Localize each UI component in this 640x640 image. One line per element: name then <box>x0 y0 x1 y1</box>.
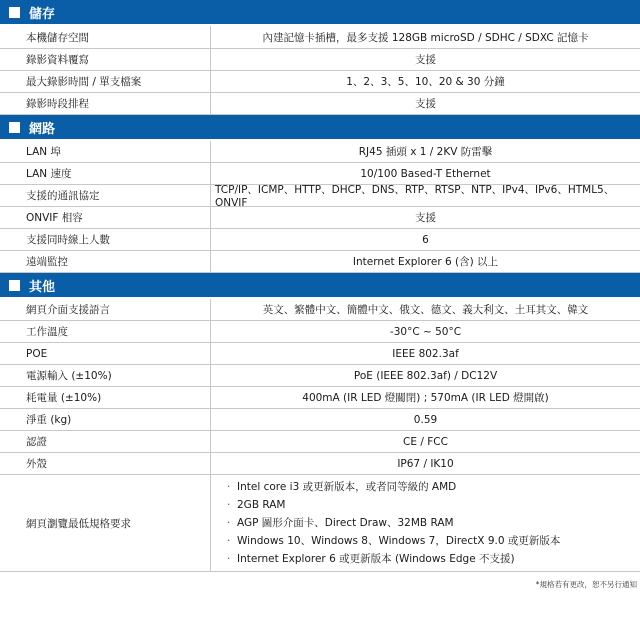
section-header-network <box>0 115 640 139</box>
spec-label: 電源輸入 (±10%) <box>0 365 211 386</box>
spec-label: ONVIF 相容 <box>0 207 211 228</box>
spec-row <box>0 207 640 229</box>
spec-label: 本機儲存空間 <box>0 26 211 48</box>
spec-value <box>211 475 640 571</box>
square-bullet-icon <box>9 280 20 291</box>
spec-label: 遠端監控 <box>0 251 211 272</box>
spec-label: 外殼 <box>0 453 211 474</box>
spec-value: 0.59 <box>413 413 438 426</box>
section-title: 儲存 <box>29 6 56 22</box>
spec-row <box>0 453 640 475</box>
list-item: · Intel core i3 或更新版本，或者同等級的 AMD <box>227 478 560 496</box>
spec-row <box>0 251 640 273</box>
spec-value: IEEE 802.3af <box>392 347 459 360</box>
spec-value: 6 <box>422 233 429 246</box>
spec-label: 錄影資料覆寫 <box>0 49 211 70</box>
spec-label: 工作溫度 <box>0 321 211 342</box>
spec-value: PoE (IEEE 802.3af) / DC12V <box>353 369 498 382</box>
spec-value: RJ45 插頭 x 1 / 2KV 防雷擊 <box>358 146 493 158</box>
spec-value: TCP/IP、ICMP、HTTP、DHCP、DNS、RTP、RTSP、NTP、IPv4、IPv6、HTML5、ONVIF <box>215 184 615 209</box>
spec-value: 內建記憶卡插槽，最多支援 128GB microSD / SDHC / SDXC 記憶卡 <box>262 31 589 44</box>
spec-label: 網頁瀏覽最低規格要求 <box>0 475 211 571</box>
spec-row <box>0 141 640 163</box>
spec-value: 支援 <box>415 212 436 224</box>
spec-row <box>0 71 640 93</box>
spec-value: IP67 / IK10 <box>397 457 454 470</box>
requirements-list <box>227 478 560 569</box>
spec-value: 400mA (IR LED 燈關閉) ; 570mA (IR LED 燈開啟) <box>302 392 549 404</box>
spec-row <box>0 431 640 453</box>
spec-value: CE / FCC <box>403 435 448 448</box>
spec-row <box>0 185 640 207</box>
spec-row <box>0 49 640 71</box>
spec-row <box>0 299 640 321</box>
section-title: 網路 <box>29 121 56 137</box>
spec-row-browser-requirements <box>0 475 640 572</box>
spec-row <box>0 365 640 387</box>
spec-label: 認證 <box>0 431 211 452</box>
footnote: *規格若有更改，恕不另行通知 <box>535 580 637 589</box>
spec-value: 10/100 Based-T Ethernet <box>360 167 491 180</box>
spec-value: 1、2、3、5、10、20 & 30 分鐘 <box>346 76 505 88</box>
list-item: · 2GB RAM <box>227 496 560 514</box>
spec-label: 耗電量 (±10%) <box>0 387 211 408</box>
spec-label: LAN 速度 <box>0 163 211 184</box>
spec-value: Internet Explorer 6 (含) 以上 <box>352 256 499 268</box>
spec-row <box>0 321 640 343</box>
list-item: · AGP 圖形介面卡、Direct Draw、32MB RAM <box>227 514 560 532</box>
spec-value: 支援 <box>415 98 436 110</box>
square-bullet-icon <box>9 7 20 18</box>
spec-row <box>0 409 640 431</box>
spec-row <box>0 26 640 49</box>
spec-label: 淨重 (kg) <box>0 409 211 430</box>
spec-row <box>0 343 640 365</box>
spec-label: 支援同時線上人數 <box>0 229 211 250</box>
spec-label: LAN 埠 <box>0 141 211 162</box>
spec-row <box>0 229 640 251</box>
spec-row <box>0 387 640 409</box>
spec-label: 最大錄影時間 / 單支檔案 <box>0 71 211 92</box>
spec-label: 支援的通訊協定 <box>0 185 211 206</box>
spec-value: -30°C ~ 50°C <box>389 325 462 338</box>
spec-row <box>0 93 640 115</box>
spec-label: 網頁介面支援語言 <box>0 299 211 320</box>
section-header-storage <box>0 0 640 24</box>
spec-label: POE <box>0 343 211 364</box>
spec-value: 支援 <box>415 54 436 66</box>
section-title: 其他 <box>29 279 56 295</box>
square-bullet-icon <box>9 122 20 133</box>
list-item: · Internet Explorer 6 或更新版本 (Windows Edge 不支援) <box>227 550 560 568</box>
section-header-other <box>0 273 640 297</box>
spec-value: 英文、繁體中文、簡體中文、俄文、德文、義大利文、土耳其文、韓文 <box>262 304 589 316</box>
spec-label: 錄影時段排程 <box>0 93 211 114</box>
list-item: · Windows 10、Windows 8、Windows 7，DirectX 9.0 或更新版本 <box>227 532 560 550</box>
